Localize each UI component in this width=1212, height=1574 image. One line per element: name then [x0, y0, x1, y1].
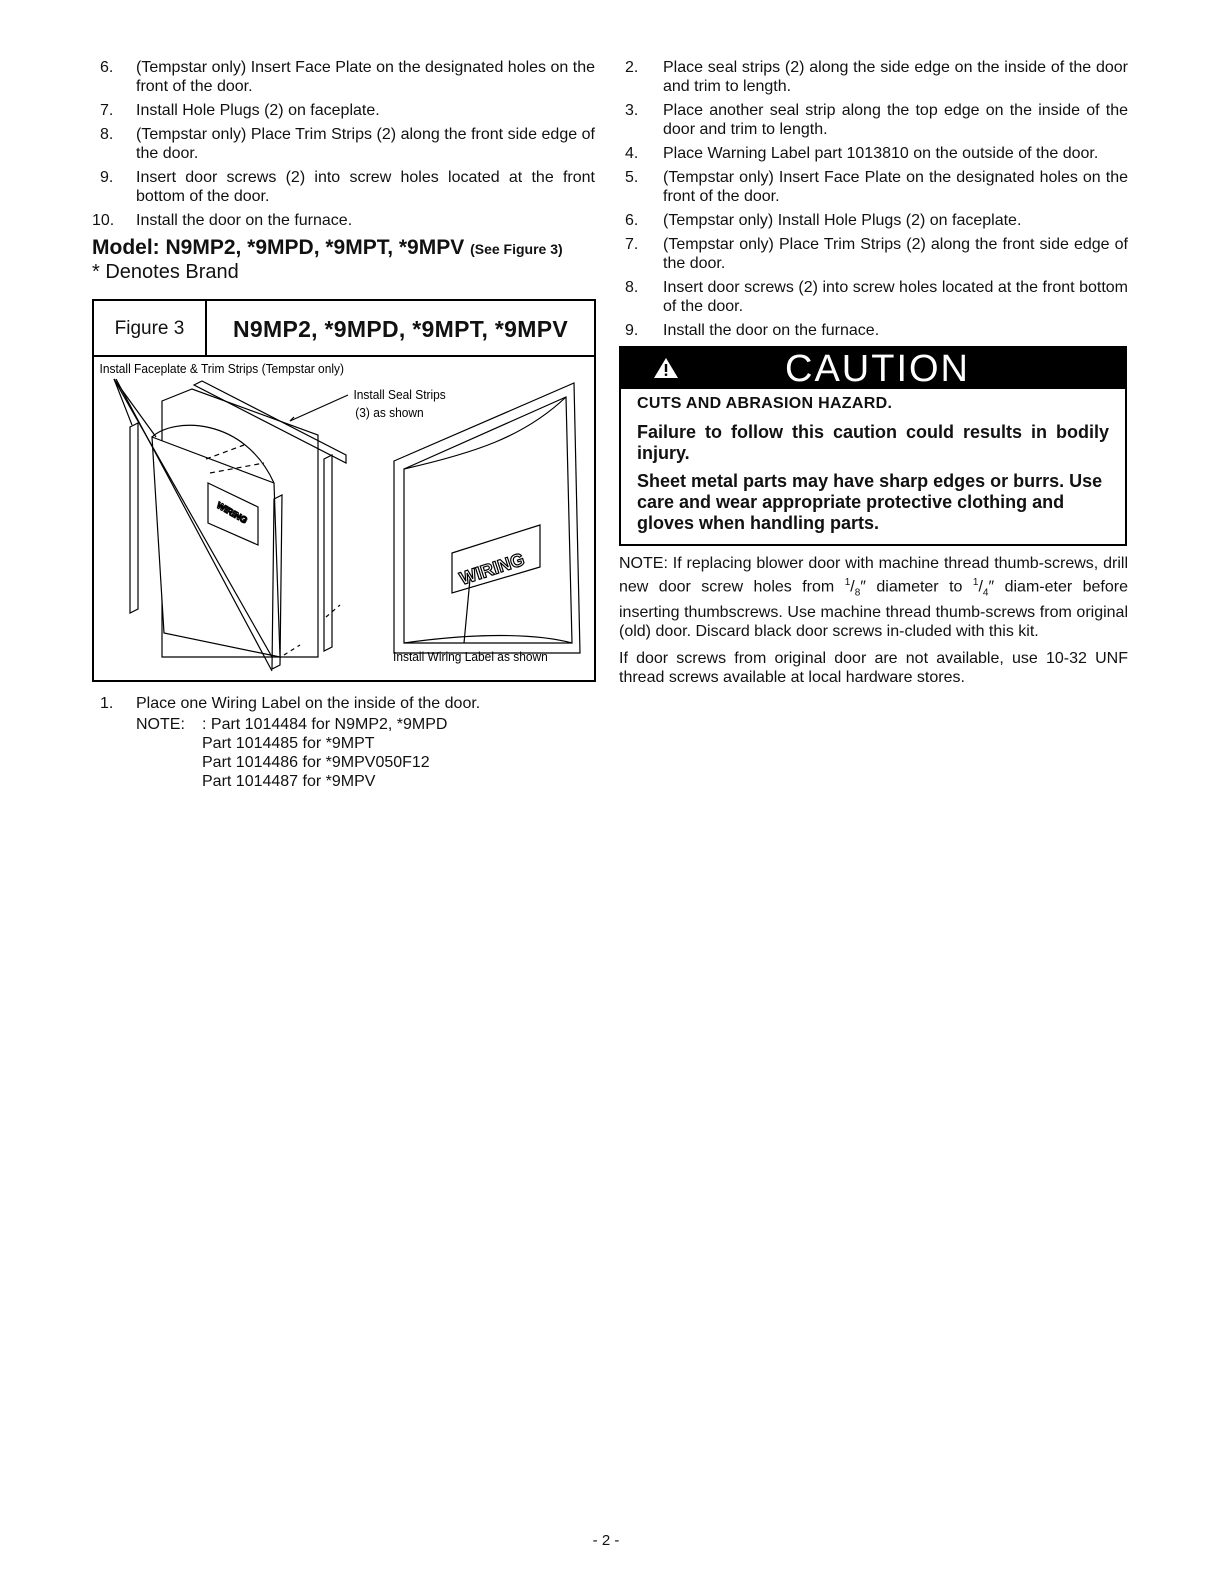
caution-banner	[621, 348, 1125, 389]
left-column	[92, 58, 595, 791]
left-steps-list	[92, 58, 595, 230]
list-item: 6. (Tempstar only) Insert Face Plate on the designated holes on the front of the door.	[100, 59, 595, 95]
figure-number: Figure 3	[94, 301, 207, 355]
right-column	[619, 58, 1128, 687]
caution-line-1: Failure to follow this caution could results in bodily injury.	[637, 422, 1109, 463]
wiring-label-text-right: WIRING	[457, 549, 527, 589]
list-item: 1. Place one Wiring Label on the inside of the door.	[100, 695, 481, 712]
warning-triangle-icon	[653, 357, 679, 379]
list-item: 4. Place Warning Label part 1013810 on the outside of the door.	[625, 145, 1099, 162]
list-item: 9. Install the door on the furnace.	[625, 322, 880, 339]
denotes-brand-note: * Denotes Brand	[92, 261, 239, 283]
caution-title: CAUTION	[785, 348, 970, 390]
list-item: 3. Place another seal strip along the top edge on the inside of the door and trim to length.	[625, 102, 1128, 138]
figure-title: N9MP2, *9MPD, *9MPT, *9MPV	[232, 316, 568, 342]
list-item: 2. Place seal strips (2) along the side edge on the inside of the door and trim to length.	[625, 59, 1128, 95]
wiring-label-text: WIRING	[215, 500, 250, 526]
seal-strips-label-line2: (3) as shown	[355, 405, 424, 421]
figure-header	[94, 301, 594, 357]
caution-box	[619, 346, 1127, 546]
page-number: - 2 -	[592, 1532, 620, 1549]
list-item: 7. Install Hole Plugs (2) on faceplate.	[100, 102, 380, 119]
step-1-list	[92, 694, 595, 713]
caution-body	[621, 389, 1125, 544]
seal-strips-label-line1: Install Seal Strips	[353, 387, 446, 403]
figure-3	[92, 299, 596, 682]
faceplate-label: Install Faceplate & Trim Strips (Tempstar only)	[99, 361, 344, 377]
part-number-note: NOTE: : Part 1014484 for N9MP2, *9MPD Part 1014485 for *9MPT Part 1014486 for *9MPV050F12 Part 1014487 for *9MPV	[136, 716, 448, 790]
list-item: 10. Install the door on the furnace.	[92, 212, 353, 229]
see-figure-ref: (See Figure 3)	[470, 241, 563, 257]
caution-line-2: Sheet metal parts may have sharp edges or burrs. Use care and wear appropriate protective clothing and gloves when handling parts.	[637, 471, 1103, 533]
list-item: 8. (Tempstar only) Place Trim Strips (2) along the front side edge of the door.	[100, 126, 595, 162]
list-item: 7. (Tempstar only) Place Trim Strips (2) along the front side edge of the door.	[625, 236, 1128, 272]
list-item: 9. Insert door screws (2) into screw holes located at the front bottom of the door.	[100, 169, 595, 205]
door-screws-note: If door screws from original door are not available, use 10-32 UNF thread screws available at local hardware stores.	[619, 649, 1128, 686]
caution-hazard: CUTS AND ABRASION HAZARD.	[637, 395, 893, 412]
list-item: 8. Insert door screws (2) into screw holes located at the front bottom of the door.	[625, 279, 1128, 315]
list-item: 5. (Tempstar only) Insert Face Plate on the designated holes on the front of the door.	[625, 169, 1128, 205]
list-item: 6. (Tempstar only) Install Hole Plugs (2) on faceplate.	[625, 212, 1022, 229]
model-heading: Model: N9MP2, *9MPD, *9MPT, *9MPV (See Figure 3)	[92, 236, 563, 259]
wiring-label-caption: Install Wiring Label as shown	[393, 649, 548, 665]
thumbscrew-note: NOTE: If replacing blower door with machine thread thumb-screws, drill new door screw holes from $^1/_8''$ diameter to $^1/_4''$ diam-eter before inserting thumbscrews. Use machine thread thumb-screws from original (old) door. Discard black door screws in-cluded with this kit.	[619, 555, 1129, 640]
right-steps-list	[619, 58, 1128, 340]
door-installation-diagram	[94, 357, 594, 680]
